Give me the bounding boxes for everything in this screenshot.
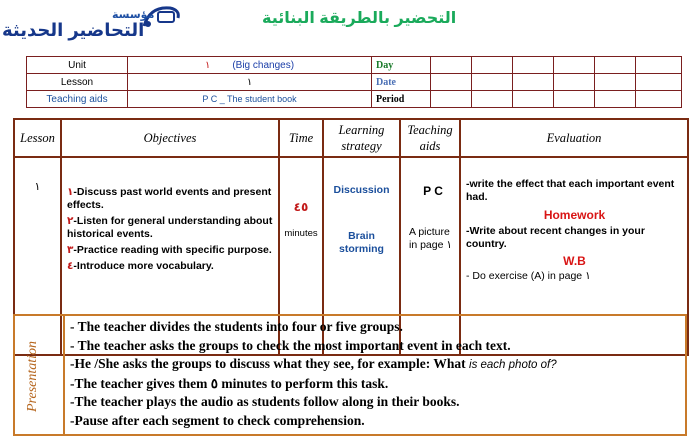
period-cell bbox=[513, 91, 554, 108]
logo-subtitle: مؤسسة bbox=[112, 9, 155, 21]
date-cell bbox=[554, 74, 595, 91]
presentation-step: - The teacher asks the groups to check the most important event in each text. bbox=[70, 337, 511, 353]
day-cell bbox=[554, 57, 595, 74]
objective-item: ٤-Introduce more vocabulary. bbox=[67, 260, 214, 272]
logo bbox=[2, 4, 192, 40]
lesson-number-cell: ١ bbox=[14, 157, 61, 355]
plan-header-row bbox=[14, 119, 688, 157]
workbook-item: - Do exercise (A) in page ١ bbox=[466, 270, 591, 282]
date-cell bbox=[636, 74, 682, 91]
header-time: Time bbox=[279, 119, 323, 157]
objective-item: ٣-Practice reading with specific purpose. bbox=[67, 244, 272, 256]
date-label: Date bbox=[372, 74, 431, 91]
unit-label: Unit bbox=[27, 57, 128, 74]
presentation-table bbox=[13, 314, 687, 436]
header-aids: Teaching aids bbox=[400, 119, 460, 157]
homework-heading: Homework bbox=[543, 208, 606, 222]
day-label: Day bbox=[372, 57, 431, 74]
lesson-number: ١ bbox=[128, 74, 372, 91]
example-question: is each photo of? bbox=[469, 359, 557, 372]
period-cell bbox=[554, 91, 595, 108]
header-strategy: Learning strategy bbox=[323, 119, 400, 157]
workbook-heading: W.B bbox=[563, 254, 586, 268]
period-cell bbox=[472, 91, 513, 108]
objective-item: ٢-Listen for general understanding about historical events. bbox=[67, 215, 273, 240]
header-evaluation: Evaluation bbox=[460, 119, 688, 157]
day-cell bbox=[472, 57, 513, 74]
lesson-label: Lesson bbox=[27, 74, 128, 91]
presentation-step: -Pause after each segment to check comprehension. bbox=[70, 412, 365, 428]
presentation-step: -He /She asks the groups to discuss what they see, for example: What is each photo of? bbox=[70, 356, 557, 372]
presentation-label: Presentation bbox=[25, 340, 40, 412]
strategy-brainstorming: Brain storming bbox=[339, 230, 384, 255]
period-label: Period bbox=[372, 91, 431, 108]
aids-picture: A picture in page ١ bbox=[409, 226, 453, 251]
info-row-aids bbox=[27, 91, 682, 108]
day-cell bbox=[595, 57, 636, 74]
day-cell bbox=[513, 57, 554, 74]
day-cell bbox=[431, 57, 472, 74]
teaching-aids-label: Teaching aids bbox=[27, 91, 128, 108]
unit-name: (Big changes) bbox=[232, 59, 295, 71]
time-number: ٤٥ bbox=[293, 200, 309, 214]
presentation-step: -The teacher gives them ٥ minutes to perform this task. bbox=[70, 375, 389, 391]
presentation-steps bbox=[64, 315, 686, 435]
logo-text: التحاضير الحديثة bbox=[2, 20, 145, 40]
presentation-step: - The teacher divides the students into four or five groups. bbox=[70, 319, 403, 334]
header-lesson: Lesson bbox=[14, 119, 61, 157]
period-cell bbox=[431, 91, 472, 108]
objective-item: ١-Discuss past world events and present effects. bbox=[67, 186, 272, 211]
period-cell bbox=[636, 91, 682, 108]
aids-pc: P C bbox=[423, 184, 443, 198]
unit-value bbox=[128, 57, 372, 74]
evaluation-item: -write the effect that each important event had. bbox=[466, 178, 675, 203]
strategy-discussion: Discussion bbox=[333, 184, 390, 196]
teaching-aids-value: P C _ The student book bbox=[128, 91, 372, 108]
info-table bbox=[26, 56, 682, 108]
unit-number: ١ bbox=[204, 59, 211, 71]
info-row-lesson bbox=[27, 74, 682, 91]
day-cell bbox=[636, 57, 682, 74]
date-cell bbox=[431, 74, 472, 91]
date-cell bbox=[472, 74, 513, 91]
period-cell bbox=[595, 91, 636, 108]
time-unit: minutes bbox=[284, 228, 318, 239]
date-cell bbox=[595, 74, 636, 91]
homework-item: -Write about recent changes in your country. bbox=[466, 225, 645, 250]
date-cell bbox=[513, 74, 554, 91]
presentation-label-cell bbox=[14, 315, 64, 435]
presentation-step: -The teacher plays the audio as students follow along in their books. bbox=[70, 394, 460, 410]
page-title: التحضير بالطريقة البنائية bbox=[262, 10, 457, 27]
header-objectives: Objectives bbox=[61, 119, 279, 157]
info-row-unit bbox=[27, 57, 682, 74]
